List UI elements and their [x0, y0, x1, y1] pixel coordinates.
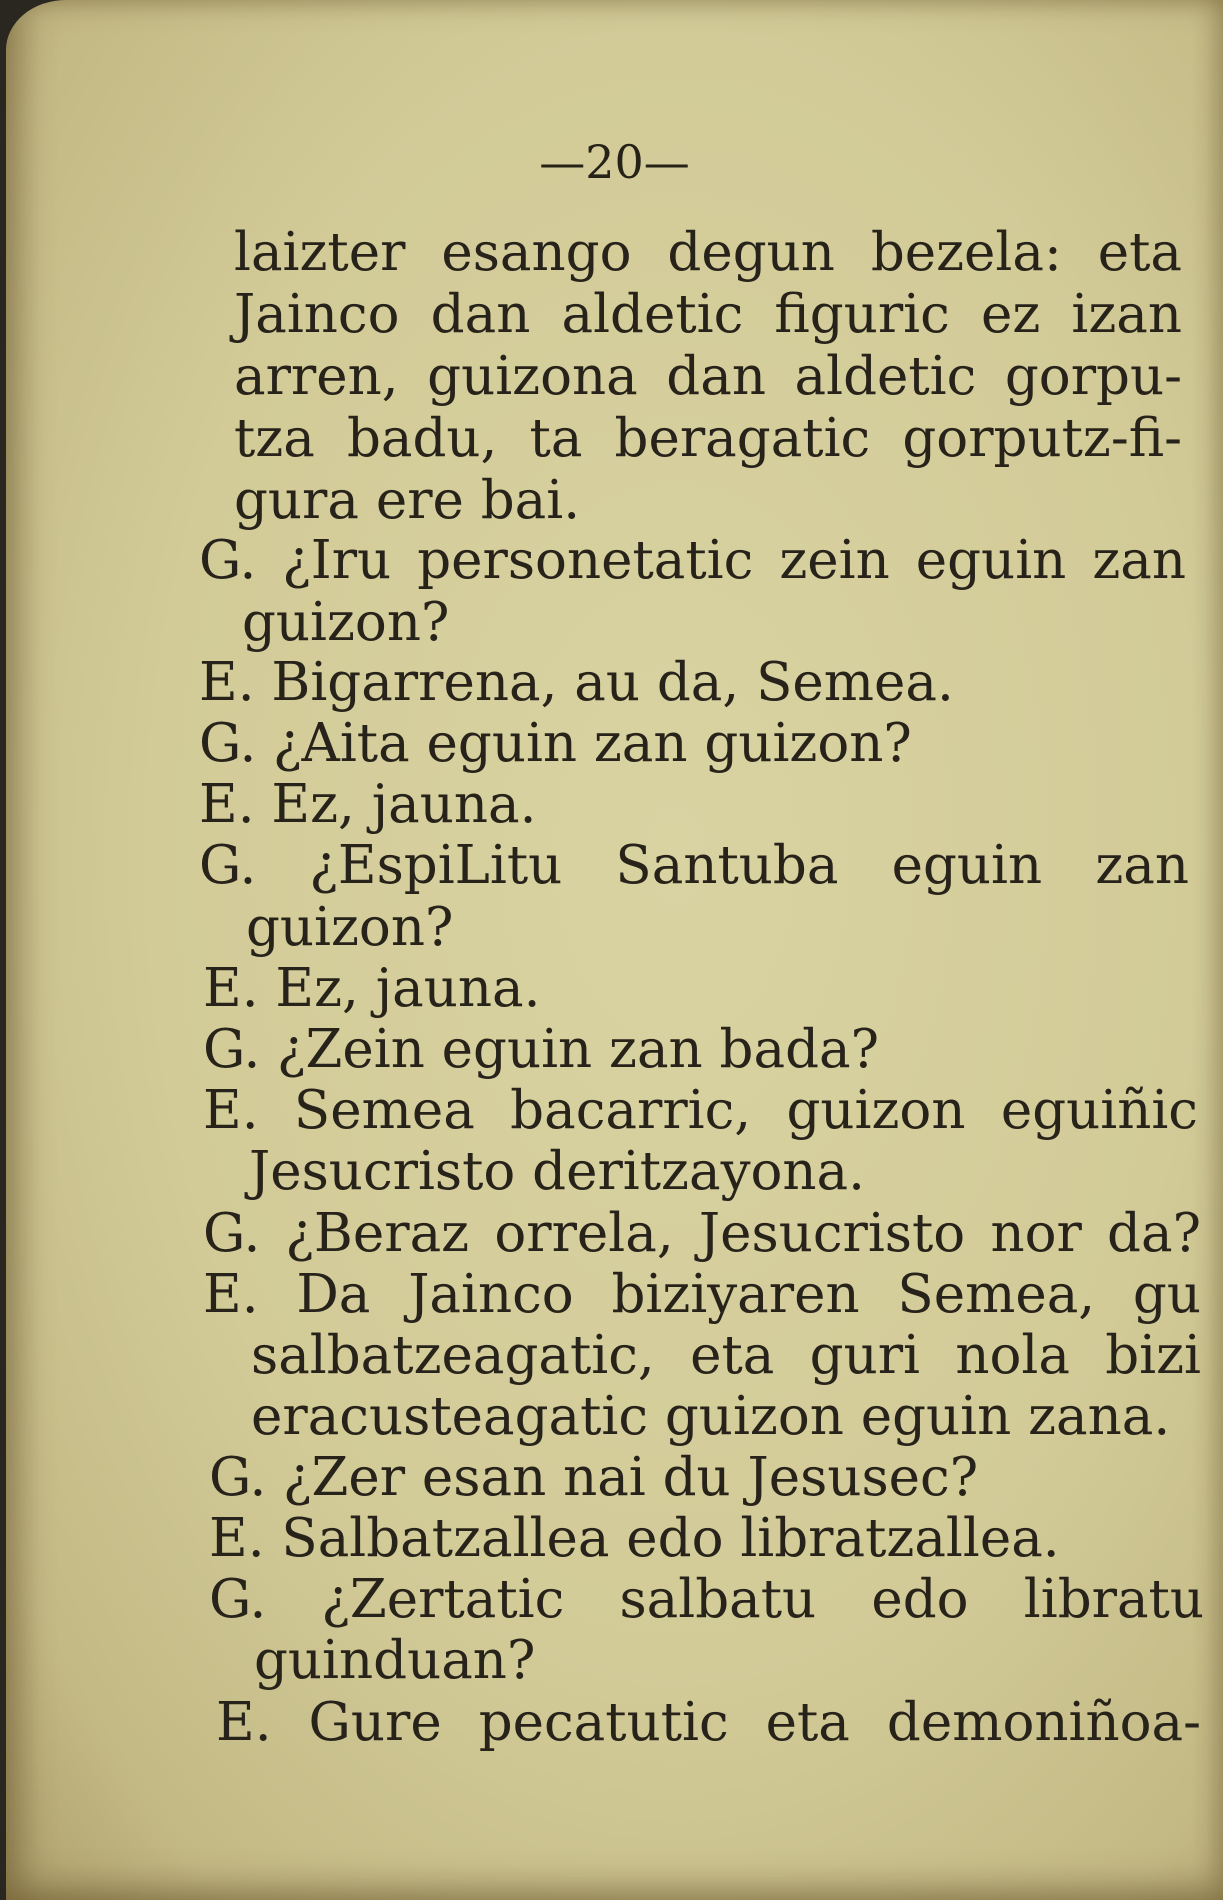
- text-line: eracusteagatic guizon eguin zana.: [251, 1386, 1171, 1447]
- answer-line: E. Ez, jauna.: [203, 958, 541, 1019]
- answer-line: E. Salbatzallea edo libratzallea.: [209, 1508, 1060, 1569]
- text-line: tza badu, ta beragatic gorputz-fi-: [234, 408, 1182, 469]
- question-line: G. ¿Zein eguin zan bada?: [203, 1019, 880, 1080]
- text-line: salbatzeagatic, eta guri nola bizi: [251, 1325, 1201, 1386]
- answer-line: E. Da Jainco biziyaren Semea, gu: [203, 1264, 1201, 1325]
- text-line: guizon?: [242, 592, 450, 653]
- question-line: G. ¿Zertatic salbatu edo libratu: [209, 1569, 1204, 1630]
- text-line: arren, guizona dan aldetic gorpu-: [234, 346, 1182, 407]
- text-line: guizon?: [246, 897, 454, 958]
- text-line: guinduan?: [254, 1630, 536, 1691]
- text-line: gura ere bai.: [234, 470, 581, 531]
- text-line: Jainco dan aldetic figuric ez izan: [234, 284, 1182, 345]
- book-page: [6, 0, 1223, 1900]
- question-line: G. ¿Aita eguin zan guizon?: [199, 713, 912, 774]
- question-line: G. ¿EspiLitu Santuba eguin zan: [199, 835, 1189, 896]
- page-number: —20—: [539, 135, 690, 189]
- answer-line: E. Semea bacarric, guizon eguiñic: [203, 1080, 1198, 1141]
- question-line: G. ¿Beraz orrela, Jesucristo nor da?: [203, 1203, 1201, 1264]
- page-text: [6, 0, 1223, 1900]
- answer-line: E. Ez, jauna.: [199, 774, 537, 835]
- text-line: Jesucristo deritzayona.: [249, 1141, 865, 1202]
- text-line: laizter esango degun bezela: eta: [234, 222, 1182, 283]
- answer-line: E. Gure pecatutic eta demoniñoa-: [216, 1692, 1201, 1753]
- question-line: G. ¿Iru personetatic zein eguin zan: [199, 530, 1186, 591]
- question-line: G. ¿Zer esan nai du Jesusec?: [209, 1447, 979, 1508]
- answer-line: E. Bigarrena, au da, Semea.: [199, 652, 954, 713]
